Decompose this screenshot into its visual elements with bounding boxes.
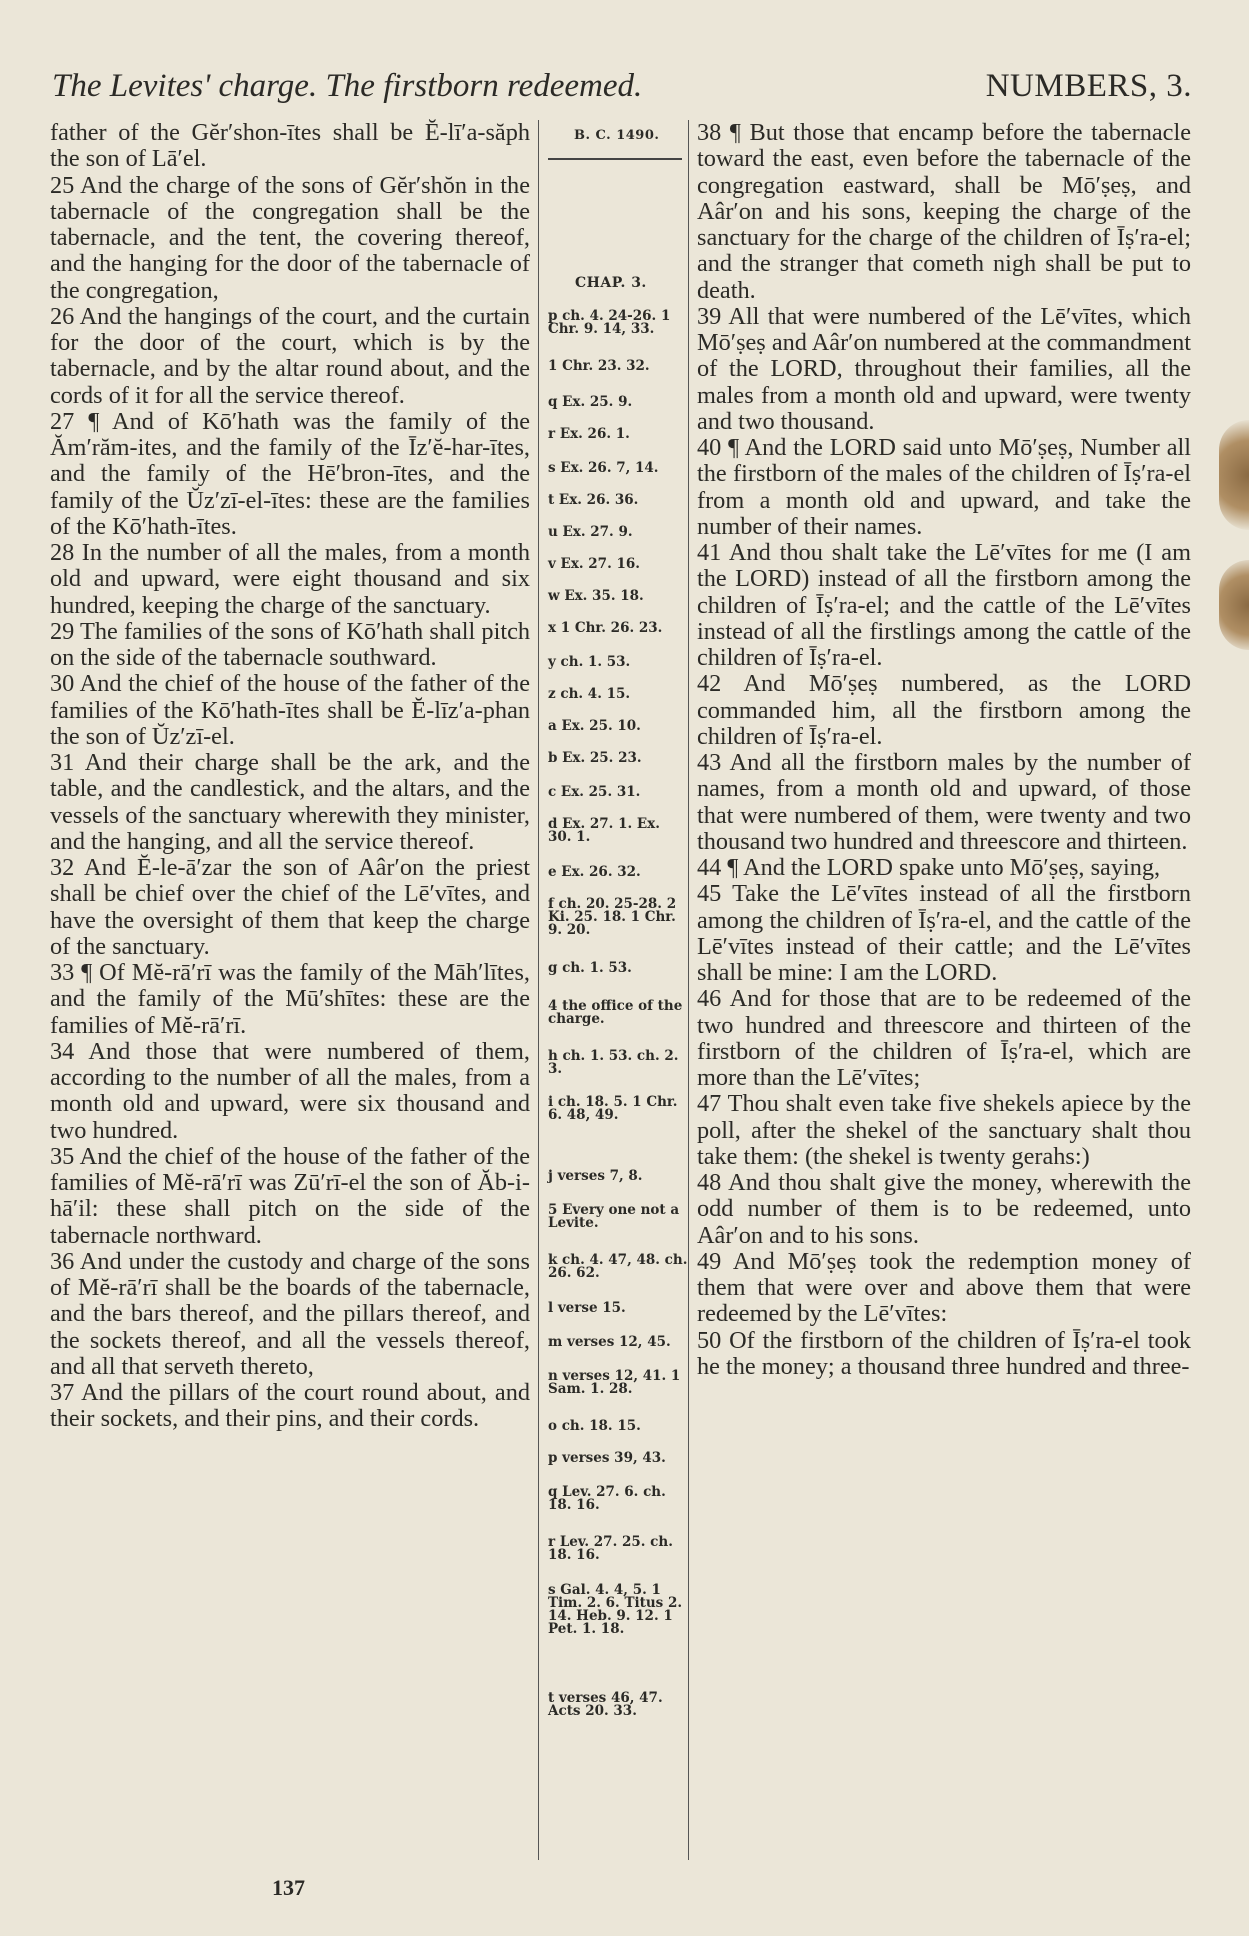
cross-reference: p ch. 4. 24-26. 1 Chr. 9. 14, 33. (548, 308, 671, 337)
page-number: 137 (272, 1875, 305, 1900)
verse: 50 Of the firstborn of the children of Īṣ′ra-el took he the money; a thousand three hundred and three- (697, 1326, 1191, 1380)
cross-reference: g ch. 1. 53. (548, 960, 632, 976)
verse: 48 And thou shalt give the money, wherewith the odd number of them is to be redeemed, unto Aâr′on and to his sons. (697, 1169, 1191, 1249)
verse: 36 And under the custody and charge of the sons of Mĕ-rā′rī shall be the boards of the tabernacle, and the bars thereof, and the pillars thereof, and the sockets thereof, and all the vessels thereof, and all that serveth thereto, (50, 1247, 530, 1380)
cross-reference: l verse 15. (548, 1300, 626, 1316)
cross-reference: n verses 12, 41. 1 Sam. 1. 28. (548, 1368, 681, 1397)
verse: 31 And their charge shall be the ark, and the table, and the candlestick, and the altars, and the vessels of the sanctuary wherewith they minister, and the hanging, and all the service thereof. (50, 749, 530, 855)
page-stain (1219, 420, 1249, 530)
cross-reference: r Ex. 26. 1. (548, 426, 630, 442)
running-head-left: The Levites' charge. The firstborn redeemed. (52, 68, 643, 104)
verse: 49 And Mō′ṣeṣ took the redemption money of them that were over and above them that were redeemed by the Lē′vītes: (697, 1247, 1191, 1328)
verse: 39 All that were numbered of the Lē′vītes, which Mō′ṣeṣ and Aâr′on numbered at the commandment of the LORD, throughout their families, all the males from a month old and upward, were twenty and two thousand. (697, 302, 1191, 435)
verse: 25 And the charge of the sons of Gĕr′shŏn in the tabernacle of the congregation shall be the tabernacle, and the tent, the covering thereof, and the hanging for the door of the tabernacle of the congregation, (50, 171, 530, 304)
verse: 27 ¶ And of Kō′hath was the family of the Ăm′răm-ites, and the family of the Īz′ĕ-har-ītes, and the family of the Hē′bron-ītes, and the family of the Ŭz′zī-el-ītes: these are the families of the Kō′hath-ītes. (50, 407, 530, 540)
cross-reference: a Ex. 25. 10. (548, 718, 641, 734)
date-rule (548, 158, 682, 160)
cross-reference: j verses 7, 8. (548, 1168, 643, 1184)
verse: 45 Take the Lē′vītes instead of all the firstborn among the children of Īṣ′ra-el, and the cattle of the Lē′vītes instead of their cattle; and the Lē′vītes shall be mine: I am the LORD. (697, 880, 1191, 986)
cross-reference: x 1 Chr. 26. 23. (548, 620, 663, 636)
cross-reference: i ch. 18. 5. 1 Chr. 6. 48, 49. (548, 1094, 678, 1123)
verse: 34 And those that were numbered of them, according to the number of all the males, from a month old and upward, were six thousand and two hundred. (50, 1037, 530, 1144)
chapter-label: CHAP. 3. (575, 275, 647, 291)
page-stain (1219, 560, 1249, 650)
verse: 30 And the chief of the house of the father of the families of the Kō′hath-ītes shall be Ĕ-līz′a-phan the son of Ŭz′zī-el. (50, 670, 530, 750)
verse: 43 And all the firstborn males by the number of names, from a month old and upward, of those that were numbered of them, were twenty and two thousand two hundred and threescore and thirteen. (697, 749, 1191, 855)
verse: 32 And Ĕ-le-ā′zar the son of Aâr′on the priest shall be chief over the chief of the Lē′vītes, and have the oversight of them that keep the charge of the sanctuary. (50, 854, 530, 960)
cross-reference: c Ex. 25. 31. (548, 784, 641, 800)
cross-reference: w Ex. 35. 18. (548, 588, 644, 604)
cross-reference: r Lev. 27. 25. ch. 18. 16. (548, 1534, 673, 1563)
date-label: B. C. 1490. (574, 128, 660, 143)
verse: 33 ¶ Of Mĕ-rā′rī was the family of the Māh′lītes, and the family of the Mū′shītes: these are the families of Mĕ-rā′rī. (50, 959, 530, 1039)
cross-reference: s Gal. 4. 4, 5. 1 Tim. 2. 6. Titus 2. 14. Heb. 9. 12. 1 Pet. 1. 18. (548, 1582, 683, 1637)
verse: 46 And for those that are to be redeemed of the two hundred and threescore and thirteen of the firstborn of the children of Īṣ′ra-el, which are more than the Lē′vītes; (697, 985, 1191, 1091)
verse: 41 And thou shalt take the Lē′vītes for me (I am the LORD) instead of all the firstborn among the children of Īṣ′ra-el; and the cattle of the Lē′vītes instead of all the firstlings among the cattle of the children of Īṣ′ra-el. (697, 539, 1191, 671)
cross-reference: o ch. 18. 15. (548, 1418, 641, 1434)
verse: 42 And Mō′ṣeṣ numbered, as the LORD commanded him, all the firstborn among the children of Īṣ′ra-el. (697, 670, 1191, 750)
cross-reference: f ch. 20. 25-28. 2 Ki. 25. 18. 1 Chr. 9. 20. (548, 896, 677, 938)
cross-reference: 1 Chr. 23. 32. (548, 358, 650, 374)
column-rule-left (538, 120, 539, 1860)
page-header (52, 68, 1192, 116)
verse: 29 The families of the sons of Kō′hath shall pitch on the side of the tabernacle southward. (50, 617, 530, 671)
running-head-right: NUMBERS, 3. (985, 68, 1192, 104)
verse: 44 ¶ And the LORD spake unto Mō′ṣeṣ, saying, (697, 854, 1161, 881)
text-column-left (50, 120, 530, 1433)
verse: 35 And the chief of the house of the father of the families of Mĕ-rā′rī was Zū′rī-el the son of Ăb-i-hā′il: these shall pitch on the side of the tabernacle northward. (50, 1142, 530, 1249)
cross-reference: q Lev. 27. 6. ch. 18. 16. (548, 1484, 666, 1513)
cross-reference: y ch. 1. 53. (548, 654, 631, 670)
cross-reference: t Ex. 26. 36. (548, 492, 639, 508)
cross-reference: t verses 46, 47. Acts 20. 33. (548, 1690, 663, 1719)
cross-reference: z ch. 4. 15. (548, 686, 631, 702)
verse: 47 Thou shalt even take five shekels apiece by the poll, after the shekel of the sanctuary shalt thou take them: (the shekel is twenty gerahs:) (697, 1090, 1191, 1170)
cross-reference: v Ex. 27. 16. (548, 556, 640, 572)
verse: 26 And the hangings of the court, and the curtain for the door of the court, which is by the tabernacle, and by the altar round about, and the cords of it for all the service thereof. (50, 302, 530, 409)
cross-reference: q Ex. 25. 9. (548, 394, 633, 410)
text-column-right (697, 120, 1191, 1380)
cross-reference: p verses 39, 43. (548, 1450, 666, 1466)
cross-reference: u Ex. 27. 9. (548, 524, 633, 540)
verse: 28 In the number of all the males, from a month old and upward, were eight thousand and six hundred, keeping the charge of the sanctuary. (50, 539, 530, 619)
cross-reference: h ch. 1. 53. ch. 2. 3. (548, 1048, 679, 1077)
cross-reference: 4 the office of the charge. (548, 998, 683, 1027)
cross-reference: s Ex. 26. 7, 14. (548, 460, 659, 476)
verse: 37 And the pillars of the court round about, and their sockets, and their pins, and their cords. (50, 1379, 530, 1433)
column-rule-right (688, 120, 689, 1860)
cross-reference: 5 Every one not a Levite. (548, 1202, 680, 1231)
cross-reference: k ch. 4. 47, 48. ch. 26. 62. (548, 1252, 688, 1281)
cross-reference: m verses 12, 45. (548, 1334, 671, 1350)
verse: 38 ¶ But those that encamp before the tabernacle toward the east, even before the tabernacle of the congregation eastward, shall be Mō′ṣeṣ, and Aâr′on and his sons, keeping the charge of the sanctuary for the charge of the children of Īṣ′ra-el; and the stranger that cometh nigh shall be put to death. (697, 119, 1191, 304)
verse: father of the Gĕr′shon-ītes shall be Ĕ-lī′a-săph the son of Lā′el. (50, 119, 530, 173)
cross-reference: e Ex. 26. 32. (548, 864, 641, 880)
verse: 40 ¶ And the LORD said unto Mō′ṣeṣ, Number all the firstborn of the males of the children of Īṣ′ra-el from a month old and upward, and take the number of their names. (697, 434, 1191, 540)
cross-reference: b Ex. 25. 23. (548, 750, 642, 766)
cross-reference: d Ex. 27. 1. Ex. 30. 1. (548, 816, 660, 845)
